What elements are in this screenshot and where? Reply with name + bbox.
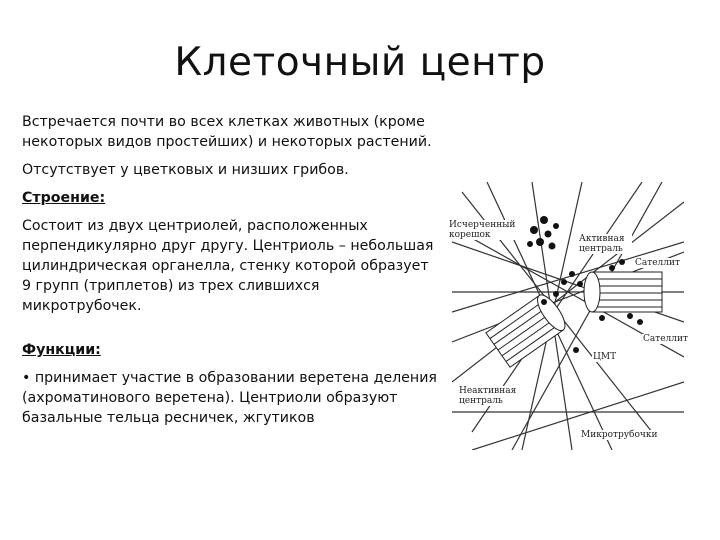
spacer [22,324,442,338]
inactive-centriole [486,291,570,367]
absence-text: Отсутствует у цветковых и низших грибов. [22,162,349,178]
functions-heading: Функции: [22,342,101,358]
functions-text: • принимает участие в образовании веретена деления (ахроматинового веретена). Центриоли образуют базальные тельца ресничек, жгутиков [22,370,437,426]
label-satellite-top: Сателлит [635,258,680,268]
active-centriole [584,272,662,312]
centrosome-diagram [449,182,688,450]
label-microtubules: Микротрубочки [581,430,658,440]
label-satellite-mid: Сателлит [643,334,688,344]
structure-text: Состоит из двух центриолей, расположенных перпендикулярно друг другу. Центриоль – небольшая цилиндрическая органелла, стенку которой образует 9 групп (триплетов) из трех слившихся микротрубочек. [22,218,434,314]
slide-body [22,112,442,436]
label-rootlet: Исчерченный корешок [449,220,516,240]
label-cmt: ЦМТ [593,352,617,362]
slide-title: Клеточный центр [174,40,546,85]
label-inactive-centriole: Неактивная централь [458,386,520,406]
label-active-centriole: Активная централь [578,234,632,254]
structure-heading: Строение: [22,190,106,206]
occurrence-text: Встречается почти во всех клетках животных (кроме некоторых видов простейших) и некоторых растений. [22,114,432,150]
